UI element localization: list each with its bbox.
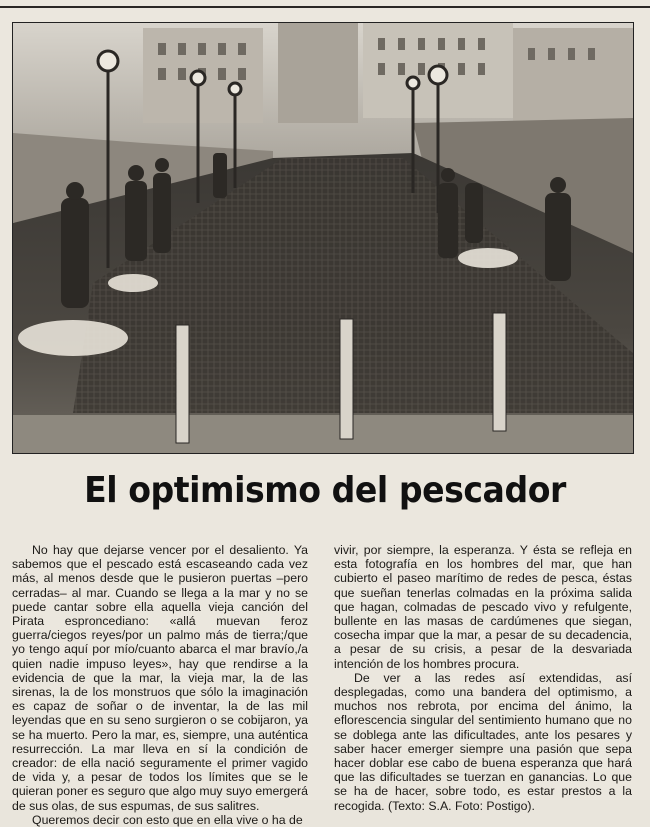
- photo-illustration: [13, 23, 633, 453]
- fishermen-nets-photo: [12, 22, 634, 454]
- article-paragraph: vivir, por siempre, la esperanza. Y ésta se refleja en esta fotografía en los hombres del mar, que han cubierto el paseo marítimo de redes de pesca, éstas que sueñan tenerlas colmadas en la próxima salida que hagan, colmadas de pescado vivo y refulgente, bullente en las masas de cardúmenes que siegan, cosecha impar que la mar, a pesar de su decadencia, a pesar de su crisis, a pesar de la desvariada intención de los hombres procura.: [334, 543, 632, 671]
- article-paragraph: De ver a las redes así extendidas, así desplegadas, como una bandera del optimismo, a muchos nos rebrota, por encima del ánimo, la eflorescencia singular del sentimiento humano que no se doblega ante las dificultades, ante los pesares y saber hacer emerger siempre una pasión que sepa hacer doblar ese cabo de buena esperanza que hará que las dificultades se tuerzan en ganancias. Lo que se ha de hacer, sobre todo, es estar prestos a la recogida. (Texto: S.A. Foto: Postigo).: [334, 670, 632, 813]
- article-paragraph: No hay que dejarse vencer por el desaliento. Ya sabemos que el pescado está escaseando cada vez más, al menos desde que le pusieron puertas –pero cerradas– al mar. Cuando se llega a la mar y no se puede cantar sobre ella aquella vieja canción del Pirata esproncediano: «allá muevan feroz guerra/ciegos reyes/por un palmo más de tierra;/que yo tengo aquí por mío/cuanto abarca el mar bravío,/a quien nadie impuso leyes», hay que rendirse a la evidencia de que la mar, la vieja mar, la de las sirenas, la de los monstruos que sólo la imaginación es capaz de soñar o de inventar, la de las mil leyendas que en su seno surgieron o se cobijaron, ya se ha muerto. Pero la mar, es, siempre, una auténtica resurrección. La mar lleva en sí la condición de creador: de ella nació seguramente el primer vagido de vida y, a pesar de todos los límites que se le quieran poner es seguro que algo muy suyo emergerá de sus olas, de sus espumas, de sus salitres.: [12, 543, 308, 813]
- article-headline: El optimismo del pescador: [84, 470, 566, 511]
- top-rule: [0, 6, 650, 8]
- article-column-left: [12, 543, 308, 827]
- article-column-right: [334, 543, 632, 813]
- article-paragraph: Queremos decir con esto que en ella vive o ha de: [32, 812, 303, 827]
